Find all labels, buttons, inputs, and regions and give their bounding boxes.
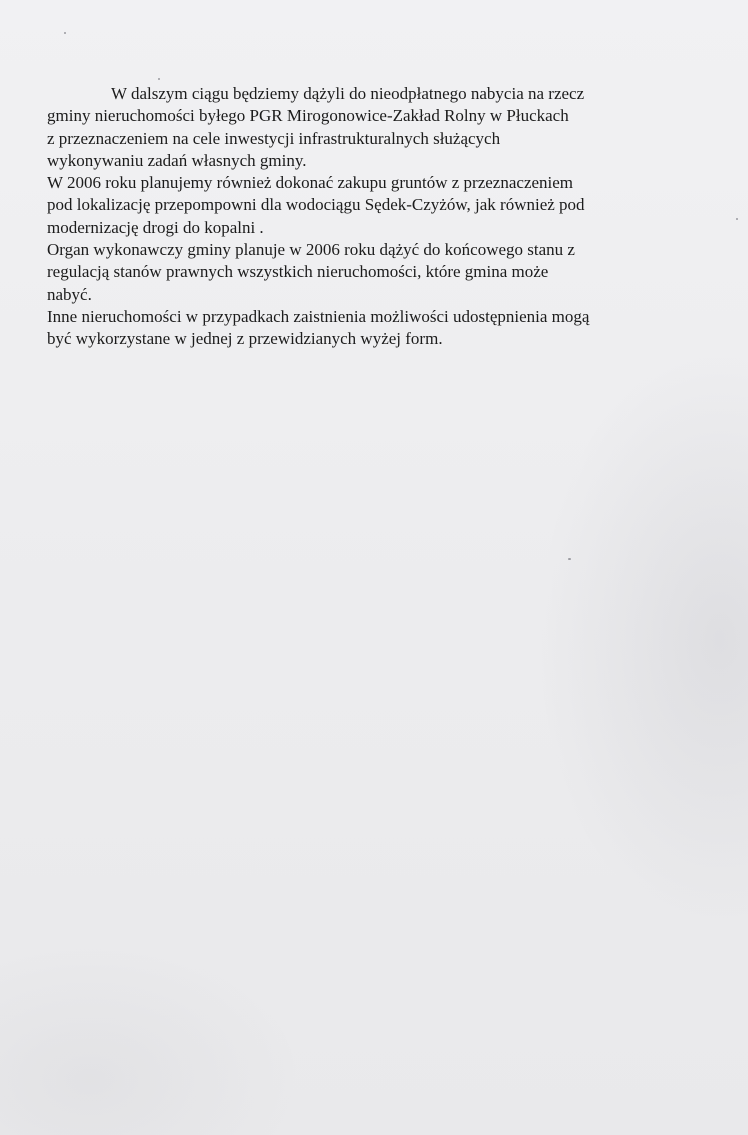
text-line: Organ wykonawczy gminy planuje w 2006 roku dążyć do końcowego stanu z [47,240,575,260]
text-line: W dalszym ciągu będziemy dążyli do nieodpłatnego nabycia na rzecz [111,84,585,103]
text-line: W 2006 roku planujemy również dokonać zakupu gruntów z przeznaczeniem [47,173,574,193]
scan-speck [736,218,738,220]
text-line: z przeznaczeniem na cele inwestycji infrastrukturalnych służących [47,128,501,148]
scan-speck [158,78,160,80]
text-line: być wykorzystane w jednej z przewidzianych wyżej form. [47,329,443,349]
text-line: nabyć. [47,284,92,304]
text-line: Inne nieruchomości w przypadkach zaistnienia możliwości udostępnienia mogą [47,306,590,326]
text-line: regulacją stanów prawnych wszystkich nieruchomości, które gmina może [47,262,549,282]
text-line: gminy nieruchomości byłego PGR Mirogonowice-Zakład Rolny w Płuckach [47,106,569,126]
scan-speck [64,32,66,34]
document-body [47,83,707,351]
text-line: wykonywaniu zadań własnych gminy. [47,150,307,170]
text-line: pod lokalizację przepompowni dla wodociągu Sędek-Czyżów, jak również pod [47,195,585,215]
text-line: modernizację drogi do kopalni . [47,217,264,237]
scan-speck [568,558,571,560]
